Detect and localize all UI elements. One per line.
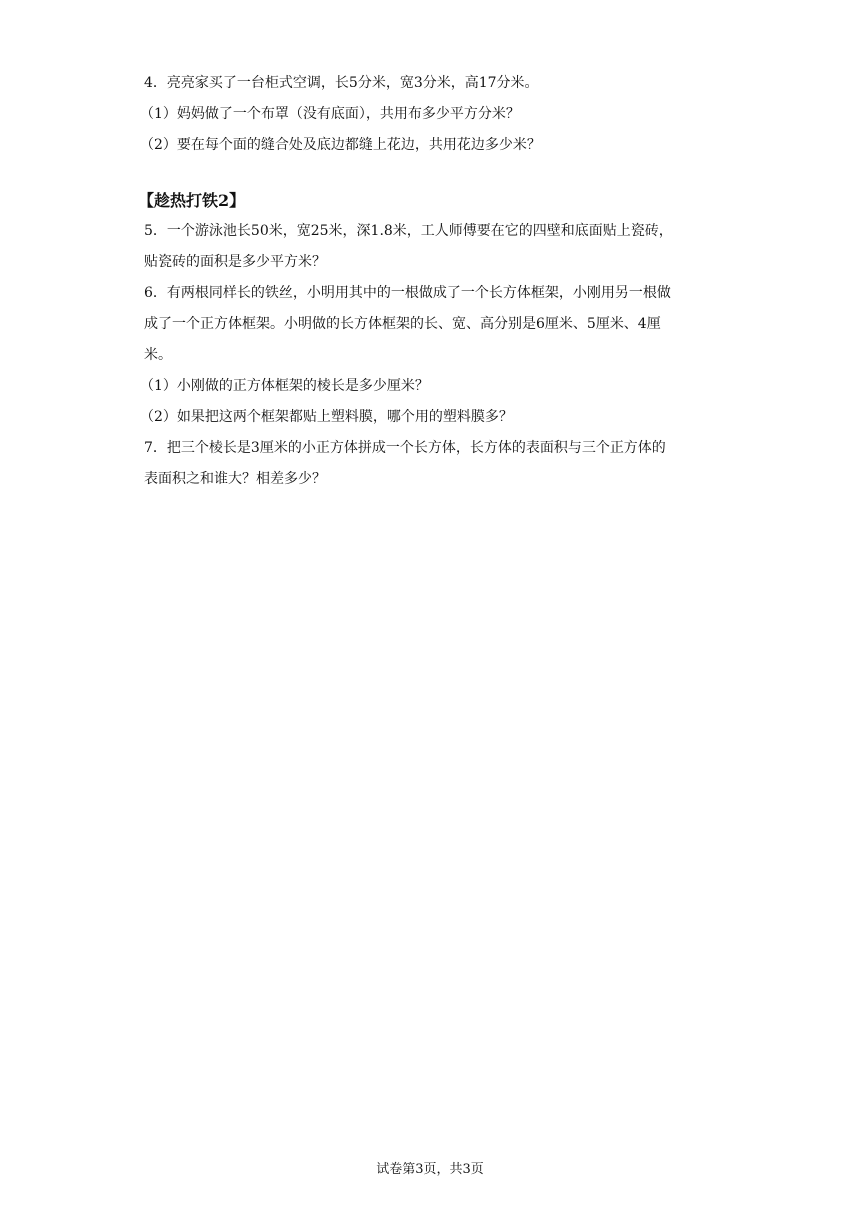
question-6-sub-2: （2）如果把这两个框架都贴上塑料膜，哪个用的塑料膜多？ — [140, 409, 513, 425]
question-4-sub-2: （2）要在每个面的缝合处及底边都缝上花边，共用花边多少米？ — [140, 137, 541, 153]
question-7-line-1: 7．把三个棱长是3厘米的小正方体拼成一个长方体，长方体的表面积与三个正方体的 — [144, 440, 666, 456]
question-6-line-2: 成了一个正方体框架。小明做的长方体框架的长、宽、高分别是6厘米、5厘米、4厘 — [144, 316, 661, 332]
question-6-line-3: 米。 — [144, 347, 172, 363]
question-5-line-1: 5．一个游泳池长50米，宽25米，深1.8米，工人师傅要在它的四壁和底面贴上瓷砖， — [144, 223, 673, 239]
question-7 — [144, 433, 720, 495]
page-footer: 试卷第3页，共3页 — [376, 1162, 484, 1177]
question-7-line-2: 表面积之和谁大？相差多少？ — [144, 471, 326, 487]
question-5-line-2: 贴瓷砖的面积是多少平方米？ — [144, 254, 326, 270]
question-6-sub-1: （1）小刚做的正方体框架的棱长是多少厘米？ — [140, 378, 429, 394]
question-6-line-1: 6．有两根同样长的铁丝，小明用其中的一根做成了一个长方体框架，小刚用另一根做 — [144, 285, 671, 301]
question-5 — [144, 216, 720, 278]
question-6 — [140, 278, 720, 433]
section-heading: 【趁热打铁2】 — [138, 191, 246, 210]
question-4 — [140, 68, 720, 161]
question-4-text: 4．亮亮家买了一台柜式空调，长5分米，宽3分米，高17分米。 — [144, 75, 539, 91]
page-content — [138, 68, 720, 495]
question-4-sub-1: （1）妈妈做了一个布罩（没有底面），共用布多少平方分米？ — [140, 106, 520, 122]
